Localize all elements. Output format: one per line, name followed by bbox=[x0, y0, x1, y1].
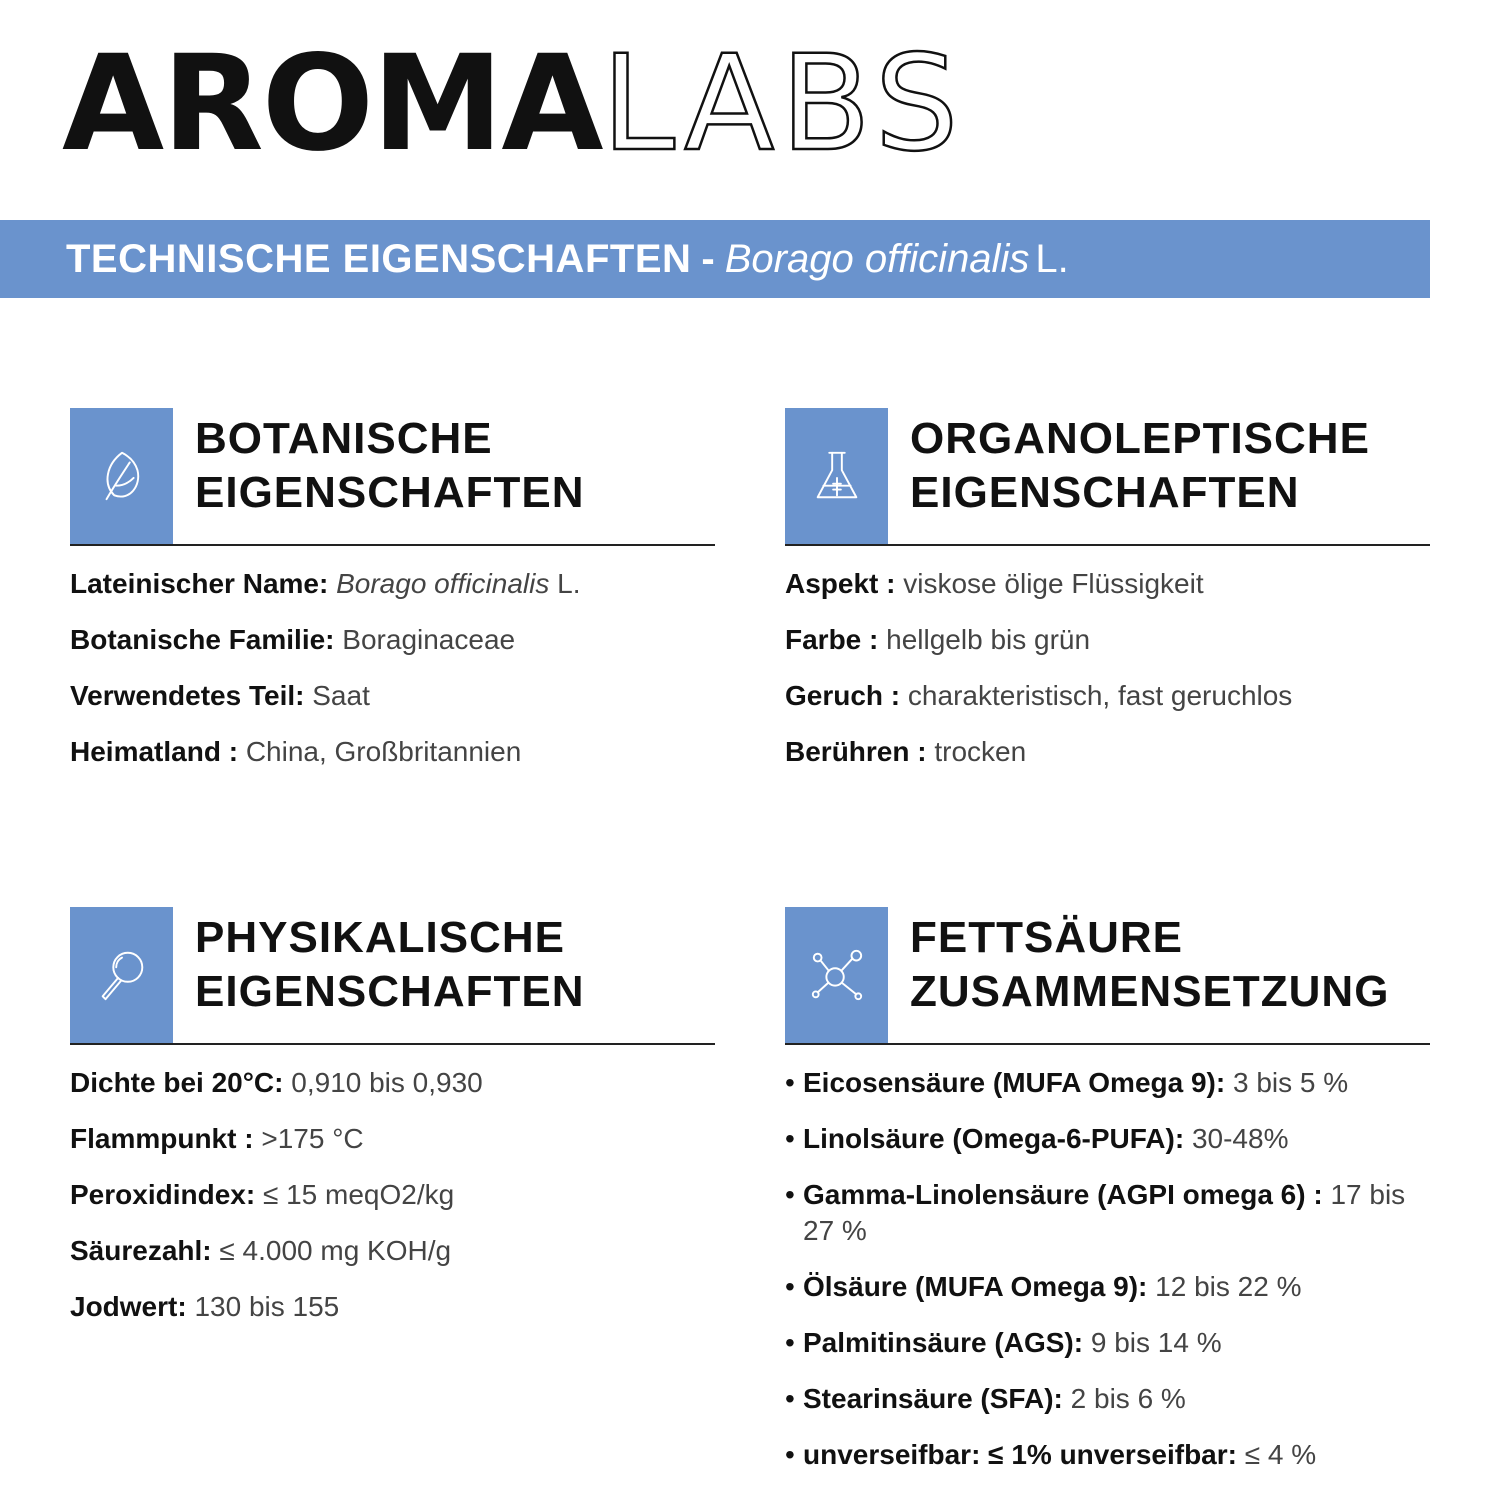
molecule-icon bbox=[808, 946, 866, 1004]
property-label: Verwendetes Teil: bbox=[70, 680, 305, 711]
property-value: 12 bis 22 % bbox=[1155, 1271, 1302, 1302]
section-title-line2: EIGENSCHAFTEN bbox=[910, 468, 1300, 517]
property-value: 0,910 bis 0,930 bbox=[291, 1067, 483, 1098]
property-label: Jodwert: bbox=[70, 1291, 187, 1322]
section-organoleptic bbox=[785, 408, 1430, 770]
list-item bbox=[785, 1065, 1430, 1101]
section-header bbox=[70, 907, 715, 1045]
property-label: Berühren : bbox=[785, 736, 927, 767]
property-value: hellgelb bis grün bbox=[886, 624, 1091, 655]
property-value: 3 bis 5 % bbox=[1232, 1067, 1349, 1098]
banner-separator: - bbox=[701, 236, 715, 281]
property-row bbox=[70, 678, 715, 714]
section-header bbox=[785, 408, 1430, 546]
list-item bbox=[785, 1269, 1430, 1305]
leaf-icon bbox=[93, 447, 151, 505]
property-row bbox=[70, 1177, 715, 1213]
property-row bbox=[70, 1065, 715, 1101]
property-row bbox=[70, 1233, 715, 1269]
magnifier-icon bbox=[93, 946, 151, 1004]
property-row bbox=[70, 622, 715, 658]
property-row bbox=[70, 1121, 715, 1157]
section-icon-box bbox=[70, 907, 173, 1043]
property-label: Gamma-Linolensäure (AGPI omega 6) : bbox=[803, 1179, 1323, 1210]
property-label: Farbe : bbox=[785, 624, 879, 655]
banner-latin-name: Borago officinalis bbox=[724, 236, 1030, 281]
list-item bbox=[785, 1437, 1430, 1473]
property-value: ≤ 15 meqO2/kg bbox=[262, 1179, 455, 1210]
section-title-line1: ORGANOLEPTISCHE bbox=[910, 414, 1370, 463]
property-row bbox=[785, 734, 1430, 770]
property-label: Peroxidindex: bbox=[70, 1179, 256, 1210]
brand-logo-light: LABS bbox=[601, 27, 965, 181]
property-label: Botanische Familie: bbox=[70, 624, 335, 655]
brand-logo-bold: AROMA bbox=[62, 27, 602, 181]
property-value: 9 bis 14 % bbox=[1090, 1327, 1222, 1358]
property-value-italic: Borago officinalis bbox=[336, 568, 550, 599]
title-banner bbox=[0, 220, 1430, 298]
banner-title: TECHNISCHE EIGENSCHAFTEN bbox=[66, 236, 692, 281]
section-header bbox=[70, 408, 715, 546]
section-fatty-acids bbox=[785, 907, 1430, 1473]
property-label: Stearinsäure (SFA): bbox=[803, 1383, 1063, 1414]
property-value: China, Großbritannien bbox=[245, 736, 522, 767]
section-title-line2: EIGENSCHAFTEN bbox=[195, 468, 585, 517]
list-item bbox=[785, 1121, 1430, 1157]
section-title bbox=[910, 412, 1370, 520]
section-title-line1: FETTSÄURE bbox=[910, 913, 1183, 962]
section-icon-box bbox=[785, 408, 888, 544]
property-value: L. bbox=[557, 568, 581, 599]
property-value: >175 °C bbox=[261, 1123, 364, 1154]
section-title-line2: ZUSAMMENSETZUNG bbox=[910, 967, 1390, 1016]
property-label: Dichte bei 20°C: bbox=[70, 1067, 284, 1098]
property-list bbox=[785, 566, 1430, 770]
section-header bbox=[785, 907, 1430, 1045]
property-value: trocken bbox=[934, 736, 1027, 767]
property-value: Saat bbox=[312, 680, 370, 711]
property-row bbox=[785, 678, 1430, 714]
property-value: Boraginaceae bbox=[342, 624, 516, 655]
section-icon-box bbox=[70, 408, 173, 544]
flask-icon bbox=[808, 447, 866, 505]
property-value: viskose ölige Flüssigkeit bbox=[903, 568, 1204, 599]
property-value: 2 bis 6 % bbox=[1070, 1383, 1186, 1414]
property-label: Säurezahl: bbox=[70, 1235, 212, 1266]
section-physical bbox=[70, 907, 715, 1325]
section-title bbox=[195, 911, 584, 1019]
property-label: Geruch : bbox=[785, 680, 901, 711]
property-row bbox=[785, 566, 1430, 602]
section-title-line1: PHYSIKALISCHE bbox=[195, 913, 565, 962]
property-row bbox=[70, 566, 715, 602]
property-value: ≤ 4 % bbox=[1244, 1439, 1317, 1470]
list-item bbox=[785, 1177, 1430, 1249]
property-value: charakteristisch, fast geruchlos bbox=[907, 680, 1293, 711]
section-title bbox=[910, 911, 1389, 1019]
brand-logo bbox=[62, 27, 965, 181]
property-row bbox=[70, 734, 715, 770]
property-label: Heimatland : bbox=[70, 736, 239, 767]
property-row bbox=[70, 1289, 715, 1325]
property-label: Eicosensäure (MUFA Omega 9): bbox=[803, 1067, 1226, 1098]
banner-suffix: L. bbox=[1035, 236, 1069, 281]
property-label: Linolsäure (Omega-6-PUFA): bbox=[803, 1123, 1185, 1154]
property-list bbox=[70, 566, 715, 770]
property-label: Palmitinsäure (AGS): bbox=[803, 1327, 1084, 1358]
property-value: 130 bis 155 bbox=[194, 1291, 340, 1322]
section-title-line2: EIGENSCHAFTEN bbox=[195, 967, 585, 1016]
list-item bbox=[785, 1381, 1430, 1417]
section-icon-box bbox=[785, 907, 888, 1043]
section-botanical bbox=[70, 408, 715, 770]
property-value: 30-48% bbox=[1191, 1123, 1289, 1154]
property-label: unverseifbar: ≤ 1% unverseifbar: bbox=[803, 1439, 1237, 1470]
section-title-line1: BOTANISCHE bbox=[195, 414, 493, 463]
property-label: Ölsäure (MUFA Omega 9): bbox=[803, 1271, 1148, 1302]
property-value: ≤ 4.000 mg KOH/g bbox=[219, 1235, 452, 1266]
section-title bbox=[195, 412, 584, 520]
property-label: Lateinischer Name: bbox=[70, 568, 329, 599]
property-list bbox=[70, 1065, 715, 1325]
property-label: Flammpunkt : bbox=[70, 1123, 254, 1154]
fatty-acid-list bbox=[785, 1065, 1430, 1473]
property-row bbox=[785, 622, 1430, 658]
property-value: 17 bis 27 % bbox=[803, 1179, 1406, 1246]
list-item bbox=[785, 1325, 1430, 1361]
property-label: Aspekt : bbox=[785, 568, 896, 599]
